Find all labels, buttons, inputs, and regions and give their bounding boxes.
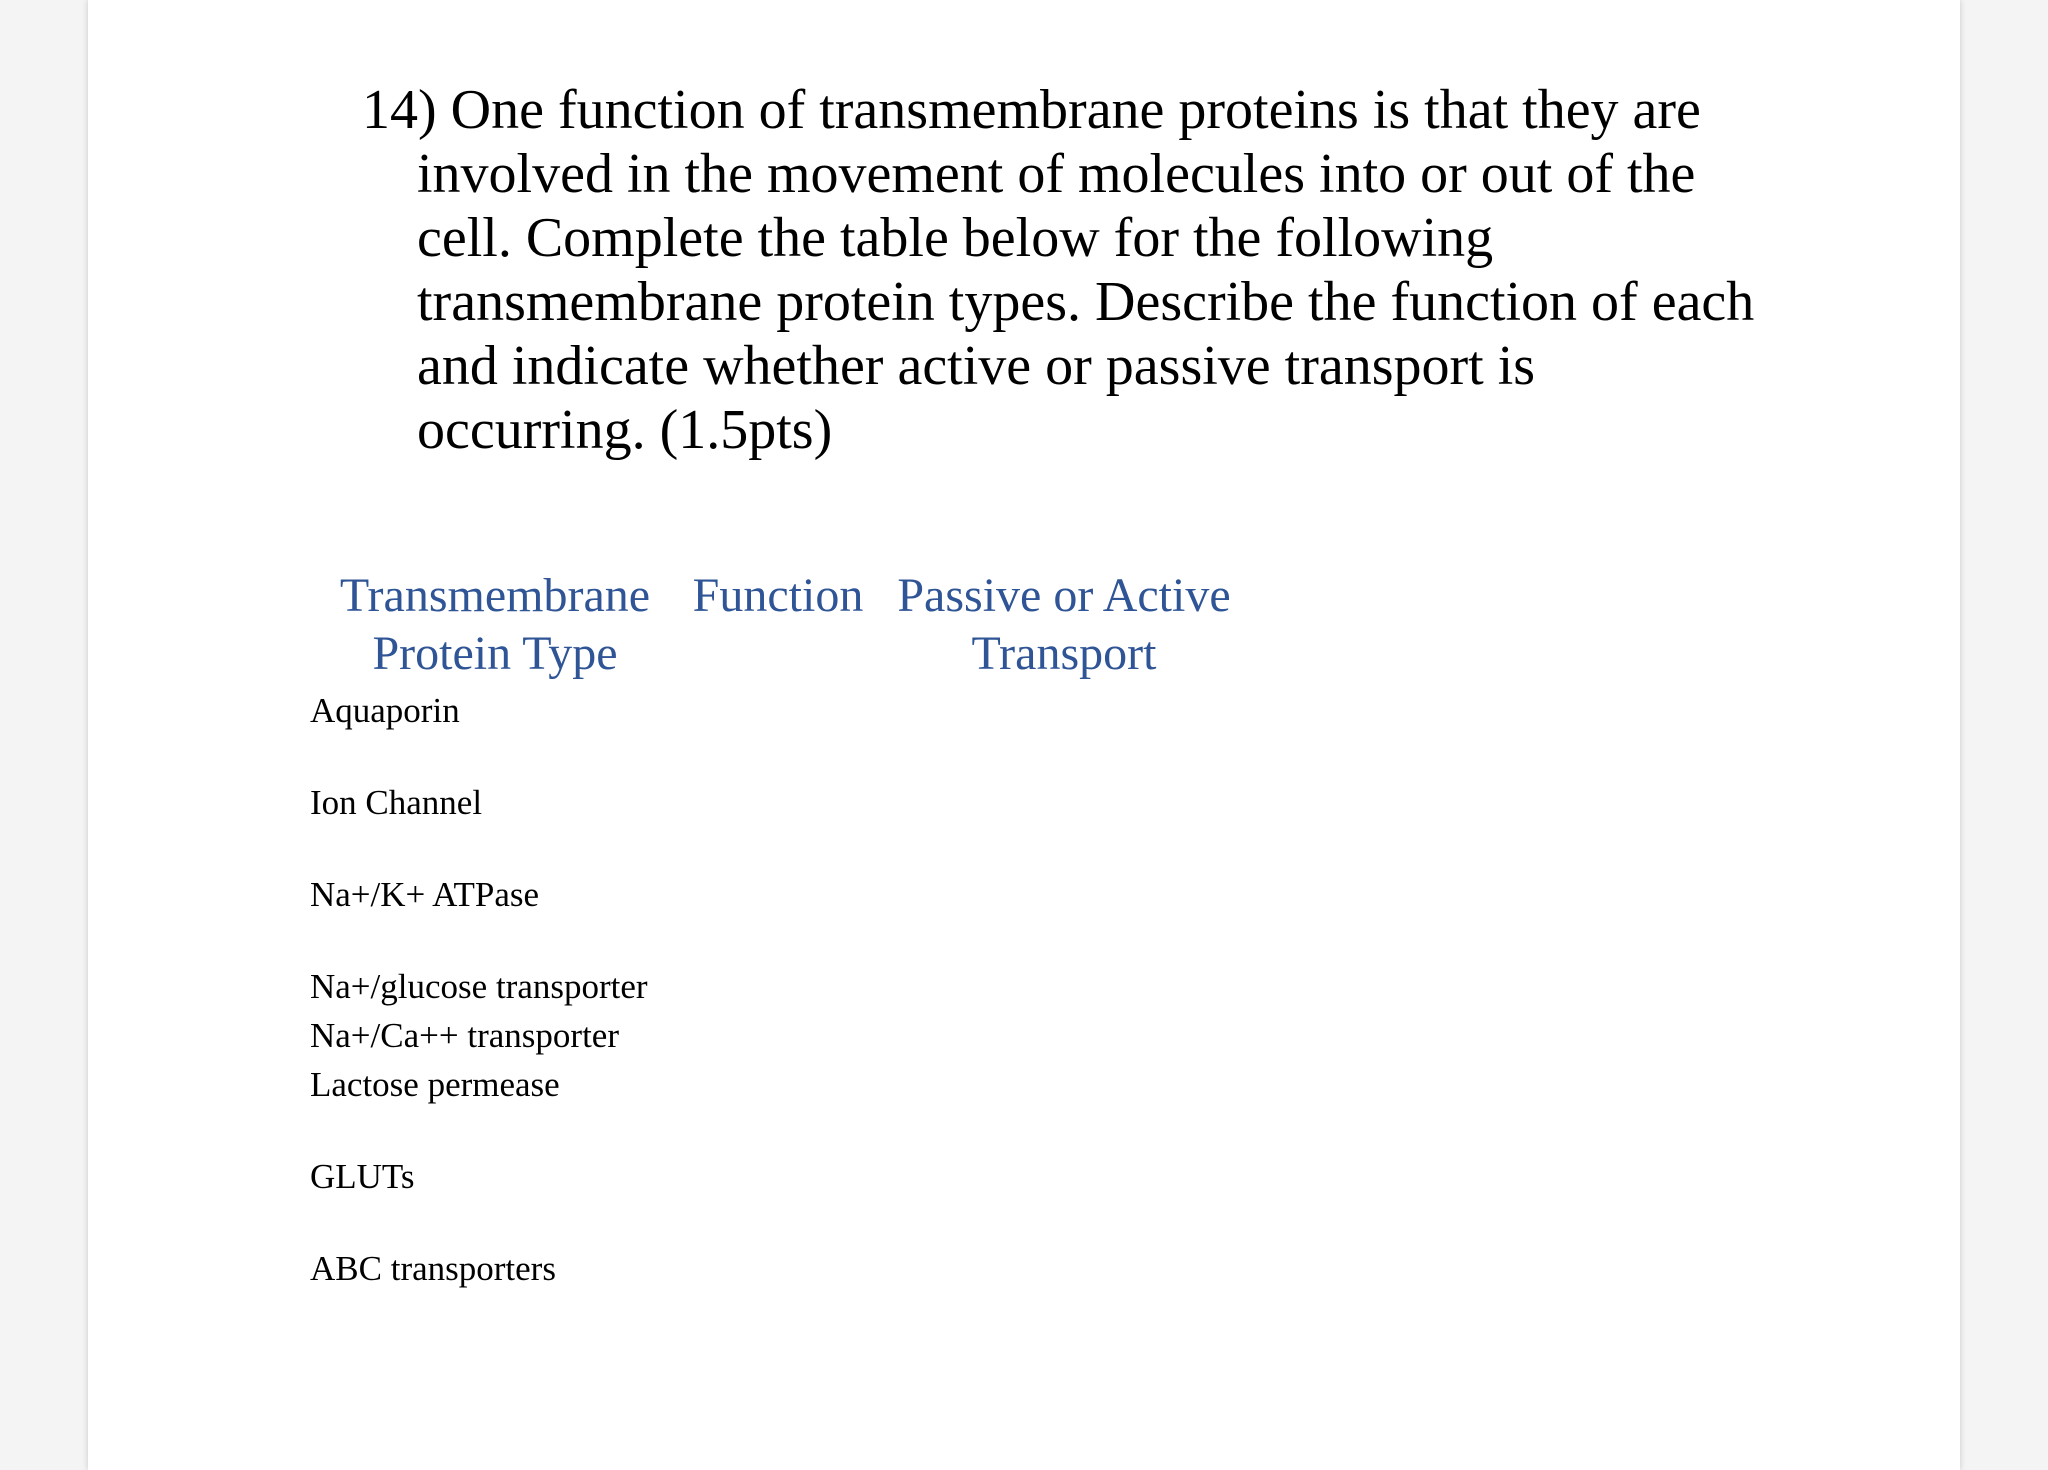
protein-aquaporin: Aquaporin <box>310 691 460 730</box>
document-page <box>88 0 1960 1470</box>
question-line: cell. Complete the table below for the following <box>417 207 1494 269</box>
protein-abc-transporters: ABC transporters <box>310 1249 556 1288</box>
question-line: 14) One function of transmembrane proteins is that they are <box>362 79 1701 141</box>
question-line: occurring. (1.5pts) <box>417 399 833 461</box>
question-text <box>362 78 1842 462</box>
protein-lactose-permease: Lactose permease <box>310 1065 560 1104</box>
header-protein-type <box>326 567 664 683</box>
protein-na-ca-transporter: Na+/Ca++ transporter <box>310 1016 619 1055</box>
protein-na-k-atpase: Na+/K+ ATPase <box>310 875 540 914</box>
question-line: transmembrane protein types. Describe the function of each <box>417 271 1755 333</box>
header-line: Transport <box>971 627 1157 680</box>
header-line: Transmembrane <box>339 569 651 622</box>
header-line: Protein Type <box>372 627 618 680</box>
header-line: Passive or Active <box>897 569 1231 622</box>
question-line: and indicate whether active or passive transport is <box>417 335 1536 397</box>
header-function <box>664 567 892 625</box>
protein-ion-channel: Ion Channel <box>310 783 483 822</box>
header-line: Function <box>692 569 864 622</box>
protein-gluts: GLUTs <box>310 1157 415 1196</box>
question-line: involved in the movement of molecules into or out of the <box>417 143 1696 205</box>
protein-na-glucose-transporter: Na+/glucose transporter <box>310 967 648 1006</box>
header-transport <box>864 567 1264 683</box>
